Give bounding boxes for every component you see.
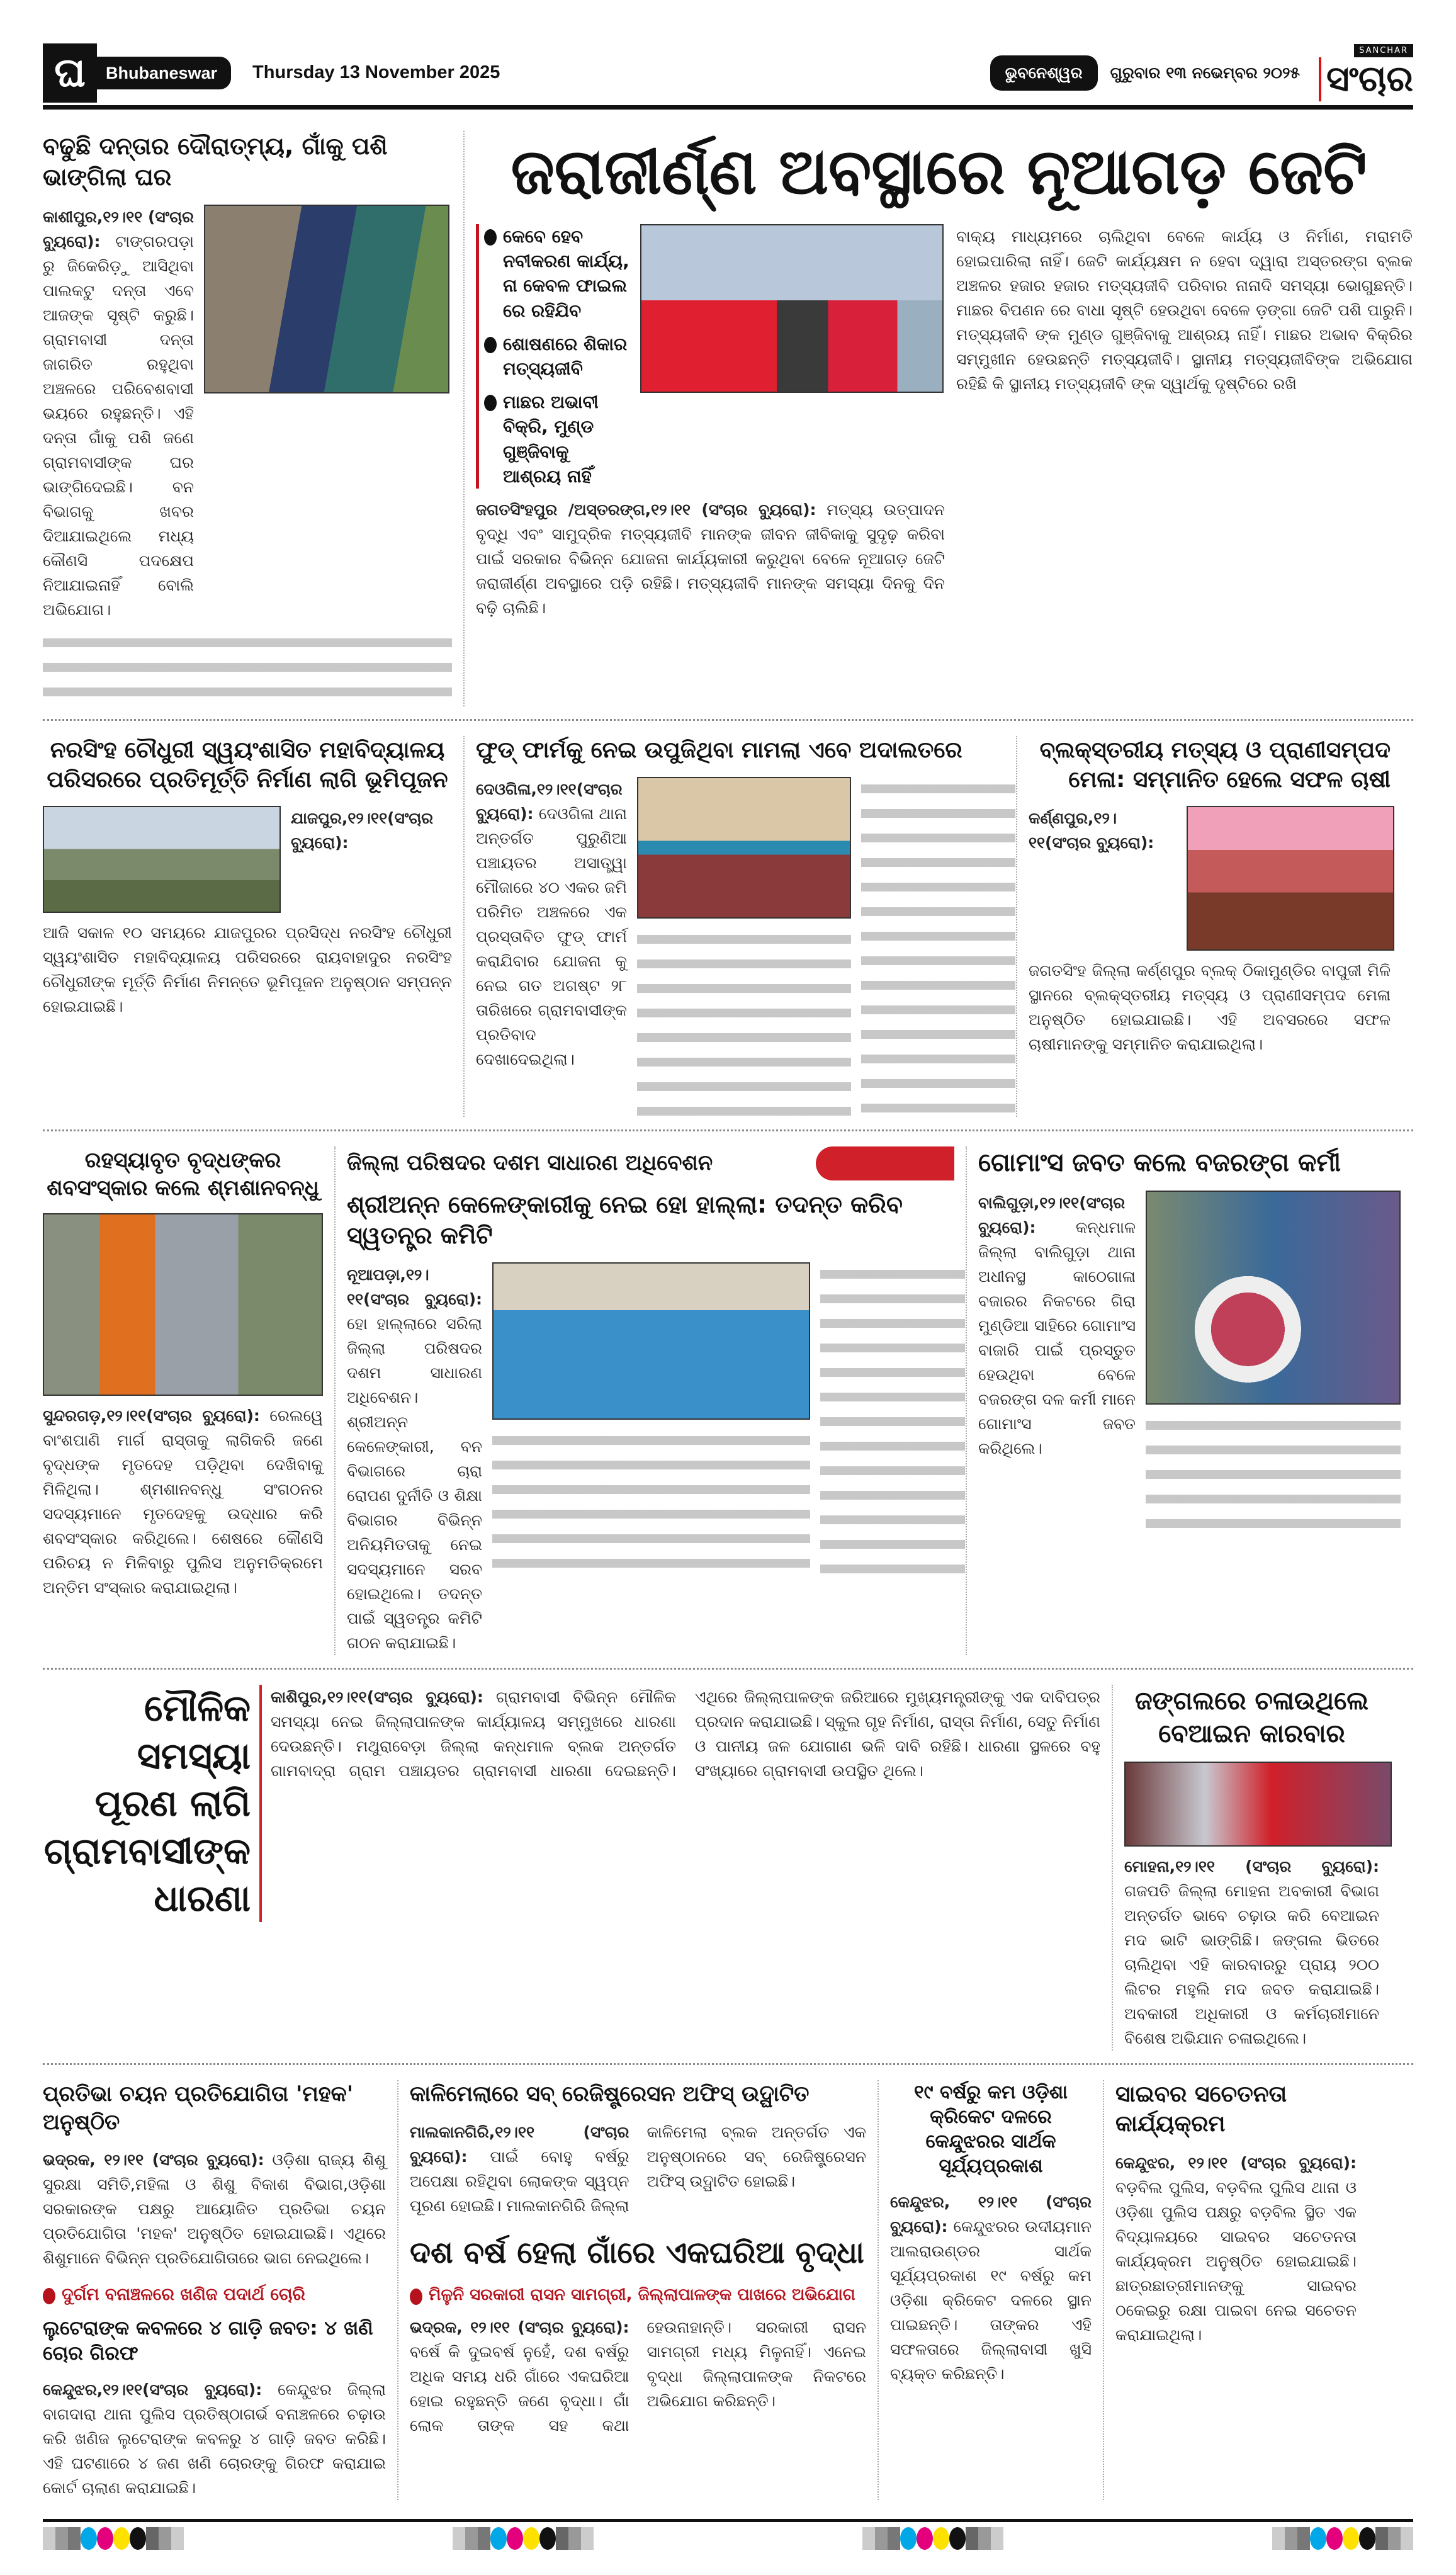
header-rule — [43, 105, 1413, 110]
edition-city-en: Bhubaneswar — [97, 57, 231, 89]
article-headline: ସାଇବର ସଚେତନତା କାର୍ଯ୍ୟକ୍ରମ — [1115, 2081, 1287, 2137]
sanchar-logo: ସଂଚାର — [1319, 57, 1413, 101]
article-headline: ଲୁଟେରାଙ୍କ କବଳରେ ୪ ଗାଡ଼ି ଜବତ: ୪ ଖଣି ଚୋର ଗିରଫ — [43, 2316, 373, 2365]
edition-city-or: ଭୁବନେଶ୍ୱର — [990, 55, 1098, 91]
main-bullets — [476, 224, 630, 489]
main-body: ଜଗତସିଂହପୁର /ଅସ୍ତରଙ୍ଗ,୧୨।୧୧ (ସଂଚାର ବ୍ୟୁରୋ): ମତ୍ସ୍ୟ ଉତ୍ପାଦନ ବୃଦ୍ଧି ଏବଂ ସାମୁଦ୍ରିକ ମତ୍ସ୍ୟଜୀବି ମାନଙ୍କ ଜୀବନ ଜୀବିକାକୁ ସୁଦୃଢ଼ କରିବା ପାଇଁ ସରକାର ବିଭିନ୍ନ ଯୋଜନା କାର୍ଯ୍ୟକାରୀ କରୁଥିବା ବେଳେ ନୂଆଗଡ଼ ଜେଟି ଜରାଜୀର୍ଣ୍ଣ ଅବସ୍ଥାରେ ପଡ଼ି ରହିଛି। ମତ୍ସ୍ୟଜୀବି ମାନଙ୍କ ସମସ୍ୟା ଦିନକୁ ଦିନ ବଢ଼ି ଚାଲିଛି। — [476, 500, 945, 617]
color-bar — [1272, 2527, 1413, 2550]
color-bar — [453, 2527, 594, 2550]
article-body: କେନ୍ଦୁଝର,୧୨।୧୧(ସଂଚାର ବ୍ୟୁରୋ): କେନ୍ଦୁଝର ଜିଲ୍ଲା ବାଗଦାରା ଥାନା ପୁଲିସ ପ୍ରତିଷ୍ଠାଗର୍ଭ ବନାଞ୍ଚଳରେ ଚଢ଼ାଉ କରି ଖଣିଜ ଲୁଟେରାଙ୍କ କବଳରୁ ୪ ଗାଡ଼ି ଜବତ କରିଛି। ଏହି ଘଟଣାରେ ୪ ଜଣ ଖଣି ଚୋରଙ୍କୁ ଗିରଫ କରାଯାଇ କୋର୍ଟ ଚାଲାଣ କରାଯାଇଛି। — [43, 2380, 386, 2498]
article-body: ବାଲିଗୁଡ଼ା,୧୨।୧୧(ସଂଚାର ବ୍ୟୁରୋ): କନ୍ଧମାଳ ଜିଲ୍ଲା ବାଲିଗୁଡ଼ା ଥାନା ଅଧୀନସ୍ଥ କାଠେଗାଳା ବଜାରର ନିକଟରେ ଗିରା ମୁଣ୍ଡିଆ ସାହିରେ ଗୋମାଂସ ବାଜାରି ପାଇଁ ପ୍ରସ୍ତୁତ ହେଉଥିବା ବେଳେ ବଜରଙ୍ଗ ଦଳ କର୍ମୀ ମାନେ ଗୋମାଂସ ଜବତ କରିଥିଲେ। — [978, 1193, 1136, 1457]
article-headline: ପ୍ରତିଭା ଚୟନ ପ୍ରତିଯୋଗିତା 'ମହକ' ଅନୁଷ୍ଠିତ — [43, 2081, 354, 2135]
article-body: କେନ୍ଦୁଝର, ୧୨।୧୧ (ସଂଚାର ବ୍ୟୁରୋ): ବଡ଼ବିଲ ପୁଲିସ, ବଡ଼ବିଲ ପୁଲିସ ଥାନା ଓ ଓଡ଼ିଶା ପୁଲିସ ପକ୍ଷରୁ ବଡ଼ବିଲ ସ୍ଥିତ ଏକ ବିଦ୍ୟାଳୟରେ ସାଇବର ସଚେତନତା କାର୍ଯ୍ୟକ୍ରମ ଅନୁଷ୍ଠିତ ହୋଇଯାଇଛି। ଛାତ୍ରଛାତ୍ରୀମାନଙ୍କୁ ସାଇବର ଠକେଇରୁ ରକ୍ଷା ପାଇବା ନେଇ ସଚେତନ କରାଯାଇଥିଲା। — [1115, 2153, 1357, 2344]
article-body: କେନ୍ଦୁଝର, ୧୨।୧୧ (ସଂଚାର ବ୍ୟୁରୋ): କେନ୍ଦୁଝରର ଉଦୀୟମାନ ଆଲରାଉଣ୍ଡର ସାର୍ଥକ ସୂର୍ଯ୍ୟପ୍ରକାଶ ୧୯ ବର୍ଷରୁ କମ ଓଡ଼ିଶା କ୍ରିକେଟ ଦଳରେ ସ୍ଥାନ ପାଇଛନ୍ତି। ତାଙ୍କର ଏହି ସଫଳତାରେ ଜିଲ୍ଲାବାସୀ ଖୁସି ବ୍ୟକ୍ତ କରିଛନ୍ତି। — [890, 2193, 1092, 2384]
photo-cremation — [43, 1213, 323, 1396]
article-headline: ମୌଳିକ ସମସ୍ୟା ପୂରଣ ଲାଗି ଗ୍ରାମବାସୀଙ୍କ ଧାରଣା — [43, 1687, 251, 1920]
photo-fishing-boats — [640, 224, 944, 393]
photo-meeting — [637, 777, 851, 919]
article-body: ଭଦ୍ରକ, ୧୨।୧୧ (ସଂଚାର ବ୍ୟୁରୋ): ବର୍ଷେ କି ଦୁଇବର୍ଷ ନୁହେଁ, ଦଶ ବର୍ଷରୁ ଅଧିକ ସମୟ ଧରି ଗାଁରେ ଏକଘରିଆ ହୋଇ ରହୁଛନ୍ତି ଜଣେ ବୃଦ୍ଧା। ଗାଁ ଲୋକ ତାଙ୍କ ସହ କଥା ହେଉନାହାନ୍ତି। ସରକାରୀ ରାସନ ସାମଗ୍ରୀ ମଧ୍ୟ ମିଳୁନାହିଁ। ଏନେଇ ବୃଦ୍ଧା ଜିଲ୍ଲାପାଳଙ୍କ ନିକଟରେ ଅଭିଯୋଗ କରିଛନ୍ତି। — [410, 2318, 866, 2435]
photo-council-hall — [492, 1262, 810, 1420]
main-body-right: ବାକ୍ୟ ମାଧ୍ୟମରେ ଚାଲିଥିବା ବେଳେ କାର୍ଯ୍ୟ ଓ ନିର୍ମାଣ, ମରାମତି ହୋଇପାରିଲା ନାହିଁ। ଜେଟି କାର୍ଯ୍ୟକ୍ଷମ ନ ହେବା ଦ୍ୱାରା ଅସ୍ତରଙ୍ଗ ବ୍ଲକ ଅଞ୍ଚଳର ହଜାର ହଜାର ମତ୍ସ୍ୟଜୀବି ପରିବାର ନାନାଦି ସମସ୍ୟା ଭୋଗୁଛନ୍ତି। ମାଛର ବିପଣନ ରେ ବାଧା ସୃଷ୍ଟି ହେଉଥିବା ବେଳେ ଡ଼ଙ୍ଗା ଜେଟି ପଶି ପାରୁନି। ମତ୍ସ୍ୟଜୀବି ଙ୍କ ମୁଣ୍ଡ ଗୁଞ୍ଜିବାକୁ ଆଶ୍ରୟ ନାହିଁ। ମାଛର ଅଭାବ ବିକ୍ରିର ସମ୍ମୁଖୀନ ହେଉଛନ୍ତି ମତ୍ସ୍ୟଜୀବି। ସ୍ଥାନୀୟ ମତ୍ସ୍ୟଜୀବିଙ୍କ ଅଭିଯୋଗ ରହିଛି କି ସ୍ଥାନୀୟ ମତ୍ସ୍ୟଜୀବି ଙ୍କ ସ୍ୱାର୍ଥକୁ ଦୃଷ୍ଟିରେ ରଖି — [956, 227, 1413, 393]
article-body: ଭଦ୍ରକ, ୧୨।୧୧ (ସଂଚାର ବ୍ୟୁରୋ): ଓଡ଼ିଶା ରାଜ୍ୟ ଶିଶୁ ସୁରକ୍ଷା ସମିତି,ମହିଳା ଓ ଶିଶୁ ବିକାଶ ବିଭାଗ,ଓଡ଼ିଶା ସରକାରଙ୍କ ପକ୍ଷରୁ ଆୟୋଜିତ ପ୍ରତିଭା ଚୟନ ପ୍ରତିଯୋଗିତା 'ମହକ' ଅନୁଷ୍ଠିତ ହୋଇଯାଇଛି। ଏଥିରେ ଶିଶୁମାନେ ବିଭିନ୍ନ ପ୍ରତିଯୋଗିତାରେ ଭାଗ ନେଇଥିଲେ। — [43, 2150, 386, 2267]
logo-tag: SANCHAR — [1354, 44, 1413, 57]
article-headline: ରହସ୍ୟାବୃତ ବୃଦ୍ଧଙ୍କର ଶବସଂସ୍କାର କଲେ ଶ୍ମଶାନବନ୍ଧୁ — [47, 1147, 319, 1201]
main-bullet: ଶୋଷଣରେ ଶିକାର ମତ୍ସ୍ୟଜୀବି — [482, 332, 630, 381]
color-bar — [43, 2527, 184, 2550]
article-text-continuation — [1146, 1413, 1401, 1539]
color-bar — [862, 2527, 1003, 2550]
article-body: କାଶିପୁର,୧୨।୧୧(ସଂଚାର ବ୍ୟୁରୋ): ଗ୍ରାମବାସୀ ବିଭିନ୍ନ ମୌଳିକ ସମସ୍ୟା ନେଇ ଜିଲ୍ଲାପାଳଙ୍କ କାର୍ଯ୍ୟାଳୟ ସମ୍ମୁଖରେ ଧାରଣା ଦେଉଛନ୍ତି। ମଥୁରାବେଡ଼ା ଜିଲ୍ଲା କନ୍ଧମାଳ ବ୍ଲକ ଅନ୍ତର୍ଗତ ଗାମବାଦ୍ରା ଗ୍ରାମ ପଞ୍ଚାୟତର ଗ୍ରାମବାସୀ ଧାରଣା ଦେଇଛନ୍ତି। ଏଥିରେ ଜିଲ୍ଲାପାଳଙ୍କ ଜରିଆରେ ମୁଖ୍ୟମନ୍ତ୍ରୀଙ୍କୁ ଏକ ଦାବିପତ୍ର ପ୍ରଦାନ କରାଯାଇଛି। ସ୍କୁଲ ଗୃହ ନିର୍ମାଣ, ରାସ୍ତା ନିର୍ମାଣ, ସେତୁ ନିର୍ମାଣ ଓ ପାନୀୟ ଜଳ ଯୋଗାଣ ଭଳି ଦାବି ରହିଛି। ଧାରଣା ସ୍ଥଳରେ ବହୁ ସଂଖ୍ୟାରେ ଗ୍ରାମବାସୀ ଉପସ୍ଥିତ ଥିଲେ। — [271, 1688, 1100, 1780]
kicker-red: ମିଳୁନି ସରକାରୀ ରାସନ ସାମଗ୍ରୀ, ଜିଲ୍ଲାପାଳଙ୍କ ପାଖରେ ଅଭିଯୋଗ — [410, 2284, 866, 2306]
article-headline: ଫୁଡ୍ ଫାର୍ମକୁ ନେଇ ଉପୁଜିଥିବା ମାମଲା ଏବେ ଅଦାଲତରେ — [476, 737, 962, 763]
article-headline: ଶ୍ରୀଅନ୍ନ କେଳେଙ୍କାରୀକୁ ନେଇ ହୋ ହାଲ୍ଲା: ତଦନ୍ତ କରିବ ସ୍ୱତନ୍ତ୍ର କମିଟି — [347, 1190, 903, 1249]
photo-felicitation — [1187, 806, 1394, 951]
article-headline: ୧୯ ବର୍ଷରୁ କମ ଓଡ଼ିଶା କ୍ରିକେଟ ଦଳରେ କେନ୍ଦୁଝରର ସାର୍ଥକ ସୂର୍ଯ୍ୟପ୍ରକାଶ — [914, 2081, 1068, 2178]
footer-rule — [43, 2519, 1413, 2522]
article-body: ମାଲକାନଗିରି,୧୨।୧୧ (ସଂଚାର ବ୍ୟୁରୋ): ପାଇଁ ବୋହୁ ବର୍ଷରୁ ଅପେକ୍ଷା ରହିଥିବା ଲୋକଙ୍କ ସ୍ୱପ୍ନ ପୂରଣ ହୋଇଛି। ମାଲକାନଗିରି ଜିଲ୍ଲା କାଳିମେଲା ବ୍ଲକ ଅନ୍ତର୍ଗତ ଏକ ଅନୁଷ୍ଠାନରେ ସବ୍ ରେଜିଷ୍ଟ୍ରେସନ ଅଫିସ୍ ଉଦ୍ଘାଟିତ ହୋଇଛି। — [410, 2122, 866, 2215]
article-text-continuation — [861, 777, 1015, 1117]
article-headline: କାଳିମେଲାରେ ସବ୍ ରେଜିଷ୍ଟ୍ରେସନ ଅଫିସ୍ ଉଦ୍ଘାଟିତ — [410, 2081, 810, 2107]
section-tag-red — [816, 1146, 954, 1180]
page-letter: ଘ — [43, 43, 97, 103]
main-bullet: କେବେ ହେବ ନବୀକରଣ କାର୍ଯ୍ୟ, ନା କେବଳ ଫାଇଲ ରେ ରହିଯିବ — [482, 224, 630, 323]
color-registration-bars — [43, 2527, 1413, 2550]
article-body: ସୁନ୍ଦରଗଡ଼,୧୨।୧୧(ସଂଚାର ବ୍ୟୁରୋ): ରେଲୱେ ବାଂଶପାଣି ମାର୍ଗ ରାସ୍ତାକୁ ଲାଗିକରି ଜଣେ ବୃଦ୍ଧଙ୍କ ମୃତଦେହ ପଡ଼ିଥିବା ଦେଖିବାକୁ ମିଳିଥିଲା। ଶ୍ମଶାନବନ୍ଧୁ ସଂଗଠନର ସଦସ୍ୟମାନେ ମୃତଦେହକୁ ଉଦ୍ଧାର କରି ଶବସଂସ୍କାର କରିଥିଲେ। ଶେଷରେ କୌଣସି ପରିଚୟ ନ ମିଳିବାରୁ ପୁଲିସ ଅନୁମତିକ୍ରମେ ଅନ୍ତିମ ସଂସ୍କାର କରାଯାଇଥିଲା। — [43, 1406, 324, 1597]
article-text-continuation — [492, 1429, 810, 1573]
photo-liquor-seizure — [1124, 1762, 1392, 1847]
kicker-red: ଦୁର୍ଗମ ବନାଞ୍ଚଳରେ ଖଣିଜ ପଦାର୍ଥ ଚୋରି — [43, 2283, 386, 2307]
page-header — [43, 43, 1413, 103]
article-text-continuation — [43, 631, 452, 706]
article-headline: ଜଙ୍ଗଲରେ ଚଳାଉଥିଲେ ବେଆଇନ କାରବାର — [1134, 1687, 1369, 1749]
photo-broken-house — [204, 205, 449, 393]
section-tag: ଜିଲ୍ଲା ପରିଷଦର ଦଶମ ସାଧାରଣ ଅଧିବେଶନ — [347, 1150, 713, 1176]
article-body: ମୋହନା,୧୨।୧୧ (ସଂଚାର ବ୍ୟୁରୋ): ଗଜପତି ଜିଲ୍ଲା ମୋହନା ଅବକାରୀ ବିଭାଗ ଅନ୍ତର୍ଗତ ଭାବେ ଚଢ଼ାଉ କରି ବେଆଇନ ମଦ ଭାଟି ଭାଙ୍ଗିଛି। ଜଙ୍ଗଲ ଭିତରେ ଚାଲିଥିବା ଏହି କାରବାରରୁ ପ୍ରାୟ ୨୦୦ ଲିଟର ମହୁଲି ମଦ ଜବତ କରାଯାଇଛି। ଅବକାରୀ ଅଧିକାରୀ ଓ କର୍ମଚାରୀମାନେ ବିଶେଷ ଅଭିଯାନ ଚଳାଇଥିଲେ। — [1124, 1857, 1379, 2048]
article-headline: ବ୍ଲକ୍‌ସ୍ତରୀୟ ମତ୍ସ୍ୟ ଓ ପ୍ରାଣୀସମ୍ପଦ ମେଳା: ସମ୍ମାନିତ ହେଲେ ସଫଳ ଚାଷୀ — [1039, 737, 1391, 793]
article-headline: ଗୋମାଂସ ଜବତ କଲେ ବଜରଙ୍ଗ କର୍ମୀ — [978, 1148, 1341, 1177]
article-headline: ଦଶ ବର୍ଷ ହେଲା ଗାଁରେ ଏକଘରିଆ ବୃଦ୍ଧା — [410, 2234, 864, 2270]
date-or: ଗୁରୁବାର ୧୩ ନଭେମ୍ବର ୨୦୨୫ — [1110, 63, 1301, 82]
article-text-continuation — [820, 1262, 965, 1573]
main-headline: ଜରାଜୀର୍ଣ୍ଣ ଅବସ୍ଥାରେ ନୂଆଗଡ଼ ଜେଟି — [511, 135, 1367, 208]
article-text-continuation — [637, 927, 851, 1116]
article-body: ଯାଜପୁର,୧୨।୧୧(ସଂଚାର ବ୍ୟୁରୋ): — [291, 809, 434, 852]
date-en: Thursday 13 November 2025 — [252, 62, 500, 82]
article-body: ଦେଓଗିଳା,୧୨।୧୧(ସଂଚାର ବ୍ୟୁରୋ): ଦେଓଗିଳା ଥାନା ଅନ୍ତର୍ଗତ ପୁରୁଣିଆ ପଞ୍ଚାୟତର ଅସାତ୍ତ୍ୱା ମୌଜାରେ ୪୦ ଏକର ଜମି ପରିମିତ ଅଞ୍ଚଳରେ ଏକ ପ୍ରସ୍ତାବିତ ଫୁଡ୍ ଫାର୍ମ କରାଯିବାର ଯୋଜନା କୁ ନେଇ ଗତ ଅଗଷ୍ଟ ୨୮ ତାରିଖରେ ଗ୍ରାମବାସୀଙ୍କ ପ୍ରତିବାଦ ଦେଖାଦେଇଥିଲା। — [476, 779, 627, 1068]
red-rule — [259, 1685, 262, 1922]
article-body: ନୂଆପଡ଼ା,୧୨।୧୧(ସଂଚାର ବ୍ୟୁରୋ): ହୋ ହାଲ୍ଲାରେ ସରିଲା ଜିଲ୍ଲା ପରିଷଦର ଦଶମ ସାଧାରଣ ଅଧିବେଶନ। ଶ୍ରୀଅନ୍ନ କେଳେଙ୍କାରୀ, ବନ ବିଭାଗରେ ଚାରା ରୋପଣ ଦୁର୍ନୀତି ଓ ଶିକ୍ଷା ବିଭାଗର ବିଭିନ୍ନ ଅନିୟମିତତାକୁ ନେଇ ସଦସ୍ୟମାନେ ସରବ ହୋଇଥିଲେ। ତଦନ୍ତ ପାଇଁ ସ୍ୱତନ୍ତ୍ର କମିଟି ଗଠନ କରାଯାଇଛି। — [347, 1265, 482, 1653]
article-body: କାଶୀପୁର,୧୨।୧୧ (ସଂଚାର ବ୍ୟୁରୋ): ଟାଙ୍ଗରପଡ଼ା ରୁ ଜିକେରିଡ଼ୁ ଆସିଥିବା ପାଲକଟୁ ଦନ୍ତା ଏବେ ଆଜଙ୍କ ସୃଷ୍ଟି କରୁଛି। ଗ୍ରାମବାସୀ ଦନ୍ତା ଜାଗରିତ ରହୁଥିବା ଅଞ୍ଚଳରେ ପରିବେଶବାସୀ ଭୟରେ ରହୁଛନ୍ତି। ଏହି ଦନ୍ତା ଗାଁକୁ ପଶି ଜଣେ ଗ୍ରାମବାସୀଙ୍କ ଘର ଭାଙ୍ଗିଦେଇଛି। ବନ ବିଭାଗକୁ ଖବର ଦିଆଯାଇଥିଲେ ମଧ୍ୟ କୌଣସି ପଦକ୍ଷେପ ନିଆଯାଇନାହିଁ ବୋଲି ଅଭିଯୋଗ। — [43, 207, 194, 619]
photo-bhumipujan — [43, 806, 281, 913]
article-headline: ବଢୁଛି ଦନ୍ତାର ଦୌରାତ୍ମ୍ୟ, ଗାଁକୁ ପଶି ଭାଙ୍ଗିଲା ଘର — [43, 132, 388, 191]
photo-seized-meat — [1146, 1191, 1401, 1405]
article-body: ଜଗତସିଂହ ଜିଲ୍ଲା କର୍ଣ୍ଣପୁର ବ୍ଲକ୍ ଠିକାମୁଣ୍ଡିର ବାପୁଜୀ ମିଳି ସ୍ଥାନରେ ବ୍ଲକ୍‌ସ୍ତରୀୟ ମତ୍ସ୍ୟ ଓ ପ୍ରାଣୀସମ୍ପଦ ମେଳା ଅନୁଷ୍ଠିତ ହୋଇଯାଇଛି। ଏହି ଅବସରରେ ସଫଳ ଚାଷୀମାନଙ୍କୁ ସମ୍ମାନିତ କରାଯାଇଥିଲା। — [1029, 961, 1391, 1054]
article-body: କର୍ଣ୍ଣପୁର,୧୨।୧୧(ସଂଚାର ବ୍ୟୁରୋ): — [1029, 809, 1154, 852]
article-headline: ନରସିଂହ ଚୌଧୁରୀ ସ୍ୱୟଂଶାସିତ ମହାବିଦ୍ୟାଳୟ ପରିସରରେ ପ୍ରତିମୂର୍ତ୍ତି ନିର୍ମାଣ ଲାଗି ଭୂମିପୂଜନ — [47, 737, 448, 793]
main-bullet: ମାଛର ଅଭାବୀ ବିକ୍ରି, ମୁଣ୍ଡ ଗୁଞ୍ଜିବାକୁ ଆଶ୍ରୟ ନାହିଁ — [482, 390, 630, 489]
article-body: ଆଜି ସକାଳ ୧୦ ସମୟରେ ଯାଜପୁରର ପ୍ରସିଦ୍ଧ ନରସିଂହ ଚୌଧୁରୀ ସ୍ୱୟଂଶାସିତ ମହାବିଦ୍ୟାଳୟ ପରିସରରେ ରାୟବାହାଦୁର ନରସିଂହ ଚୌଧୁରୀଙ୍କ ମୂର୍ତ୍ତି ନିର୍ମାଣ ନିମନ୍ତେ ଭୂମିପୂଜନ ଅନୁଷ୍ଠାନ ସମ୍ପନ୍ନ ହୋଇଯାଇଛି। — [43, 924, 452, 1016]
